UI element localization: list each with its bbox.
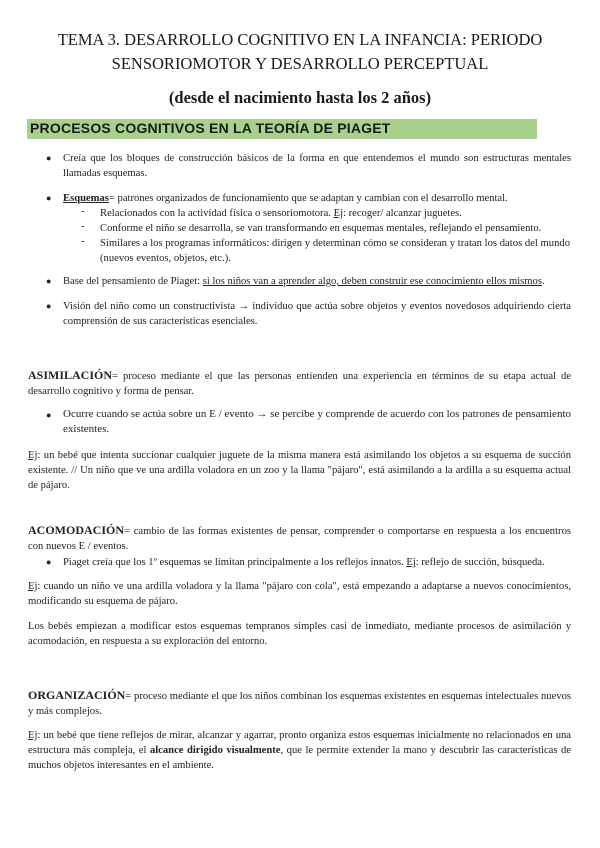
bullet-text: : reflejo de succión, búsqueda. xyxy=(415,557,545,568)
definition-text: = proceso mediante el que los niños combinan los esquemas existentes en esquemas intelectuales nuevos y más complejos. xyxy=(28,691,571,717)
esquemas-definition: = patrones organizados de funcionamiento que se adaptan y cambian con el desarrollo mental. xyxy=(108,193,508,204)
organizacion-definition xyxy=(28,688,571,719)
ej-label: Ej xyxy=(406,557,416,568)
bullet-item-constructivista: Visión del niño como un constructivista → individuo que actúa sobre objetos y eventos novedosos adquiriendo cierta comprensión de sus características esenciales. xyxy=(63,301,571,327)
document-subtitle: (desde el nacimiento hasta los 2 años) xyxy=(168,88,432,107)
bullet-dot: ● xyxy=(46,557,52,567)
bullet-text: Base del pensamiento de Piaget: xyxy=(63,276,203,287)
sub-item-text: Relacionados con la actividad física o sensoriomotora. xyxy=(100,208,334,219)
dash-marker: - xyxy=(81,221,85,232)
bullet-item-bloques: Creía que los bloques de construcción básicos de la forma en que entendemos el mundo son estructuras mentales llamadas esquemas. xyxy=(63,153,571,179)
ej-label: Ej xyxy=(333,208,344,219)
ej-label: Ej xyxy=(28,450,38,461)
example-text: : un bebé que tiene reflejos de mirar, alcanzar y agarrar, pronto organiza estos esquemas inicialmente no relacionados en una estructura más compleja, el xyxy=(28,730,571,756)
acomodacion-example xyxy=(28,579,571,609)
dash-marker: - xyxy=(81,236,85,247)
sub-item-programas: Similares a los programas informáticos: dirigen y determinan cómo se consideran y tratan los datos del mundo (nuevos eventos, objetos, etc.). xyxy=(100,238,570,264)
example-text: , que le permite extender la mano y descubrir las características de muchos objetos interesantes en el ambiente. xyxy=(28,745,572,771)
bullet-dot: ● xyxy=(46,153,52,163)
dash-marker: - xyxy=(81,206,85,217)
bullet-text: . xyxy=(541,276,545,287)
organizacion-example xyxy=(28,728,571,773)
document-title-line2: SENSORIOMOTOR Y DESARROLLO PERCEPTUAL xyxy=(111,54,489,73)
section-header xyxy=(27,119,537,139)
acomodacion-definition xyxy=(28,523,571,554)
bullet-dot: ● xyxy=(46,276,52,286)
bullet-dot: ● xyxy=(46,193,52,203)
organizacion-term: ORGANIZACIÓN xyxy=(28,688,126,702)
asimilacion-example xyxy=(28,448,571,493)
sub-item-sensoriomotora xyxy=(100,206,570,221)
acomodacion-paragraph: Los bebés empiezan a modificar estos esquemas tempranos simples casi de inmediato, mediante procesos de asimilación y acomodación, en respuesta a su exploración del entorno. xyxy=(28,621,571,647)
bullet-item-base-pensamiento xyxy=(63,274,571,289)
asimilacion-definition xyxy=(28,368,571,399)
sub-item-esquemas-mentales: Conforme el niño se desarrolla, se van transformando en esquemas mentales, reflejando el pensamiento. xyxy=(100,223,542,234)
document-title-line1: TEMA 3. DESARROLLO COGNITIVO EN LA INFANCIA: PERIODO xyxy=(57,30,543,49)
definition-text: = proceso mediante el que las personas entienden una experiencia en términos de su etapa actual de desarrollo cognitivo y forma de pensar. xyxy=(28,371,571,397)
bold-term: alcance dirigido visualmente xyxy=(149,745,281,756)
bullet-dot: ● xyxy=(46,301,52,311)
esquemas-term: Esquemas xyxy=(63,193,109,204)
acomodacion-bullet xyxy=(63,555,571,570)
definition-text: = cambio de las formas existentes de pensar, comprender o comportarse en respuesta a los encuentros con nuevos E / eventos. xyxy=(28,526,571,552)
underlined-text: si los niños van a aprender algo, deben construir ese conocimiento ellos mismos xyxy=(202,276,542,287)
example-text: : cuando un niño ve una ardilla voladora y la llama "pájaro con cola", está empezando a adaptarse a nuevos conocimientos, modificando su esquema de pájaro. xyxy=(28,581,571,607)
ej-label: Ej xyxy=(28,581,38,592)
bullet-dot: ● xyxy=(46,410,52,420)
example-text: : un bebé que intenta succionar cualquier juguete de la misma manera está asimilando los objetos a su esquema de succión existente. // Un niño que ve una ardilla voladora en un zoo y la llama "pájaro", está asimilando a la ardilla a su esquema actual de pájaro. xyxy=(28,450,571,491)
ej-label: Ej xyxy=(28,730,38,741)
sub-item-text: : recoger/ alcanzar juguetes. xyxy=(343,208,462,219)
asimilacion-bullet: Ocurre cuando se actúa sobre un E / evento → se percibe y comprende de acuerdo con los patrones de pensamiento existentes. xyxy=(63,408,571,435)
bullet-item-esquemas xyxy=(63,191,571,206)
bullet-text: Piaget creía que los 1º esquemas se limitan principalmente a los reflejos innatos. xyxy=(63,557,407,568)
asimilacion-term: ASIMILACIÓN xyxy=(28,368,113,382)
acomodacion-term: ACOMODACIÓN xyxy=(28,523,124,537)
section-title: PROCESOS COGNITIVOS EN LA TEORÍA DE PIAGET xyxy=(30,120,391,136)
